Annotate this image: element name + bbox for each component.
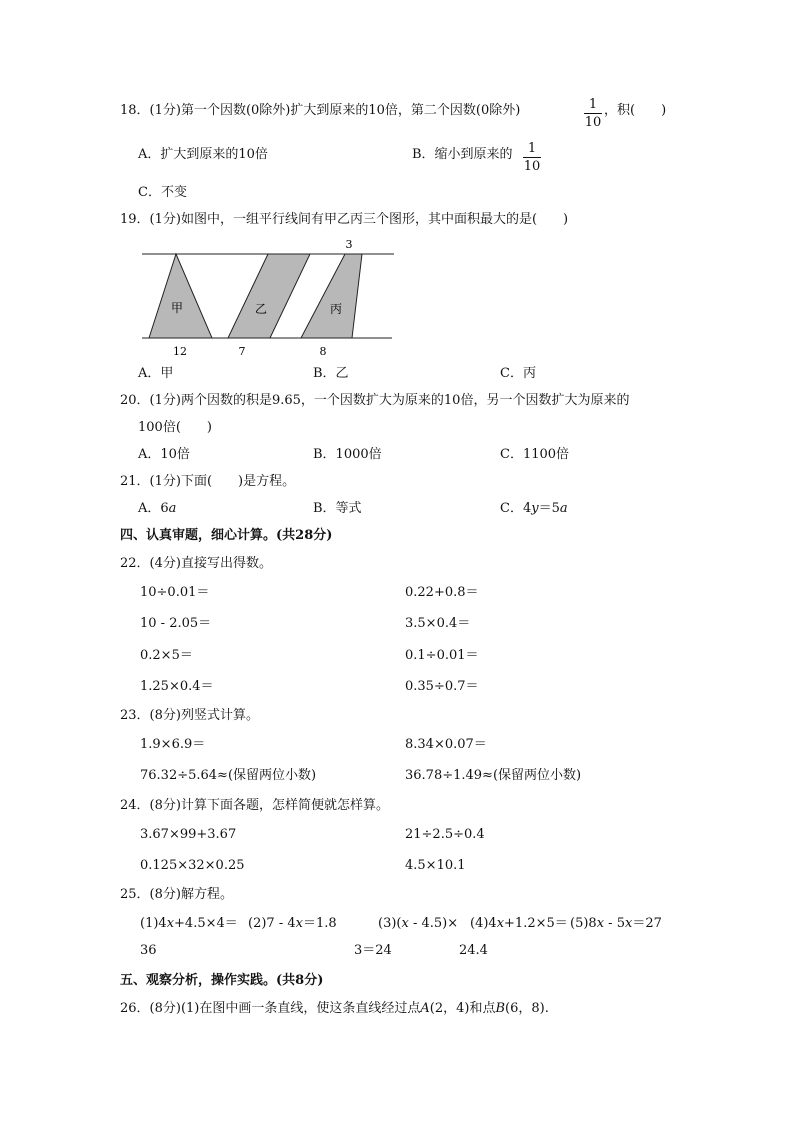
q18-option-b-fraction: 1 10: [523, 141, 541, 174]
q25-equation-3-rhs: 3＝24: [354, 943, 392, 958]
q20-option-c[interactable]: C．1100倍: [500, 447, 570, 462]
q18-option-a[interactable]: A．扩大到原来的10倍: [138, 147, 268, 162]
q21-option-b[interactable]: B．等式: [313, 501, 362, 516]
q23-item: 76.32÷5.64≈(保留两位小数): [140, 768, 317, 783]
q24-item: 4.5×10.1: [405, 858, 466, 873]
q19-option-b[interactable]: B．乙: [313, 366, 349, 381]
label-yi: 乙: [254, 302, 268, 316]
q22-item: 0.1÷0.01＝: [405, 648, 479, 663]
q25-equation-4: (4)4x+1.2×5＝: [470, 916, 568, 931]
q24-item: 3.67×99+3.67: [140, 827, 237, 842]
q19-option-c[interactable]: C．丙: [500, 366, 536, 381]
q21-option-a[interactable]: A．6a: [138, 501, 177, 516]
label-bing: 丙: [329, 302, 343, 316]
q22-item: 0.22+0.8＝: [405, 585, 479, 600]
q20-option-b[interactable]: B．1000倍: [313, 447, 382, 462]
q23-item: 36.78÷1.49≈(保留两位小数): [405, 768, 582, 783]
q23-item: 1.9×6.9＝: [140, 737, 206, 752]
q22-item: 1.25×0.4＝: [140, 679, 214, 694]
q22-item: 0.2×5＝: [140, 648, 193, 663]
q25-equation-2: (2)7 - 4x＝1.8: [248, 916, 337, 931]
label-bottom-8: 8: [319, 345, 327, 358]
q22-item: 10 - 2.05＝: [140, 616, 212, 631]
q22-item: 10÷0.01＝: [140, 585, 210, 600]
label-top-3: 3: [345, 238, 353, 251]
q20-stem-line2: 100倍( ): [138, 420, 212, 435]
q23-item: 8.34×0.07＝: [405, 737, 487, 752]
q22-stem: 22．(4分)直接写出得数。: [120, 556, 272, 571]
q19-option-a[interactable]: A．甲: [138, 366, 174, 381]
q25-stem: 25．(8分)解方程。: [120, 887, 233, 902]
q21-option-c[interactable]: C．4y＝5a: [500, 501, 568, 516]
q22-item: 0.35÷0.7＝: [405, 679, 479, 694]
q25-equation-4-rhs: 24.4: [459, 943, 488, 958]
q18-tail: ，积( ): [604, 103, 667, 118]
section-4-heading: 四、认真审题，细心计算。(共28分): [120, 528, 333, 543]
label-bottom-7: 7: [238, 345, 246, 358]
q26-stem: 26．(8分)(1)在图中画一条直线，使这条直线经过点A(2，4)和点B(6，8).: [120, 1001, 549, 1016]
q25-equation-5: (5)8x - 5x＝27: [570, 916, 662, 931]
q24-stem: 24．(8分)计算下面各题，怎样简便就怎样算。: [120, 798, 389, 813]
label-bottom-12: 12: [173, 345, 187, 358]
q22-item: 3.5×0.4＝: [405, 616, 471, 631]
shape-yi-parallelogram: [228, 254, 310, 338]
q18-stem: 18．(1分)第一个因数(0除外)扩大到原来的10倍，第二个因数(0除外): [120, 103, 521, 118]
q18-fraction: 1 10: [584, 97, 602, 130]
q25-equation-1: (1)4x+4.5×4＝: [140, 916, 238, 931]
q20-stem-line1: 20．(1分)两个因数的积是9.65，一个因数扩大为原来的10倍，另一个因数扩大为原来的: [120, 393, 630, 408]
q18-option-c[interactable]: C．不变: [138, 185, 187, 200]
section-5-heading: 五、观察分析，操作实践。(共8分): [120, 973, 324, 988]
q25-equation-3: (3)(x - 4.5)×: [378, 916, 459, 931]
q25-equation-1-rhs: 36: [140, 943, 157, 958]
shape-jia-triangle: [149, 254, 212, 338]
q21-stem: 21．(1分)下面( )是方程。: [120, 474, 296, 489]
q19-stem: 19．(1分)如图中，一组平行线间有甲乙丙三个图形，其中面积最大的是( ): [120, 212, 569, 227]
q23-stem: 23．(8分)列竖式计算。: [120, 708, 259, 723]
q24-item: 0.125×32×0.25: [140, 858, 245, 873]
parallel-lines-figure: [130, 234, 400, 360]
q24-item: 21÷2.5÷0.4: [405, 827, 485, 842]
shape-bing-trapezoid: [301, 254, 362, 338]
label-jia: 甲: [170, 301, 184, 315]
q18-option-b[interactable]: B．缩小到原来的: [412, 147, 513, 162]
q20-option-a[interactable]: A．10倍: [138, 447, 190, 462]
